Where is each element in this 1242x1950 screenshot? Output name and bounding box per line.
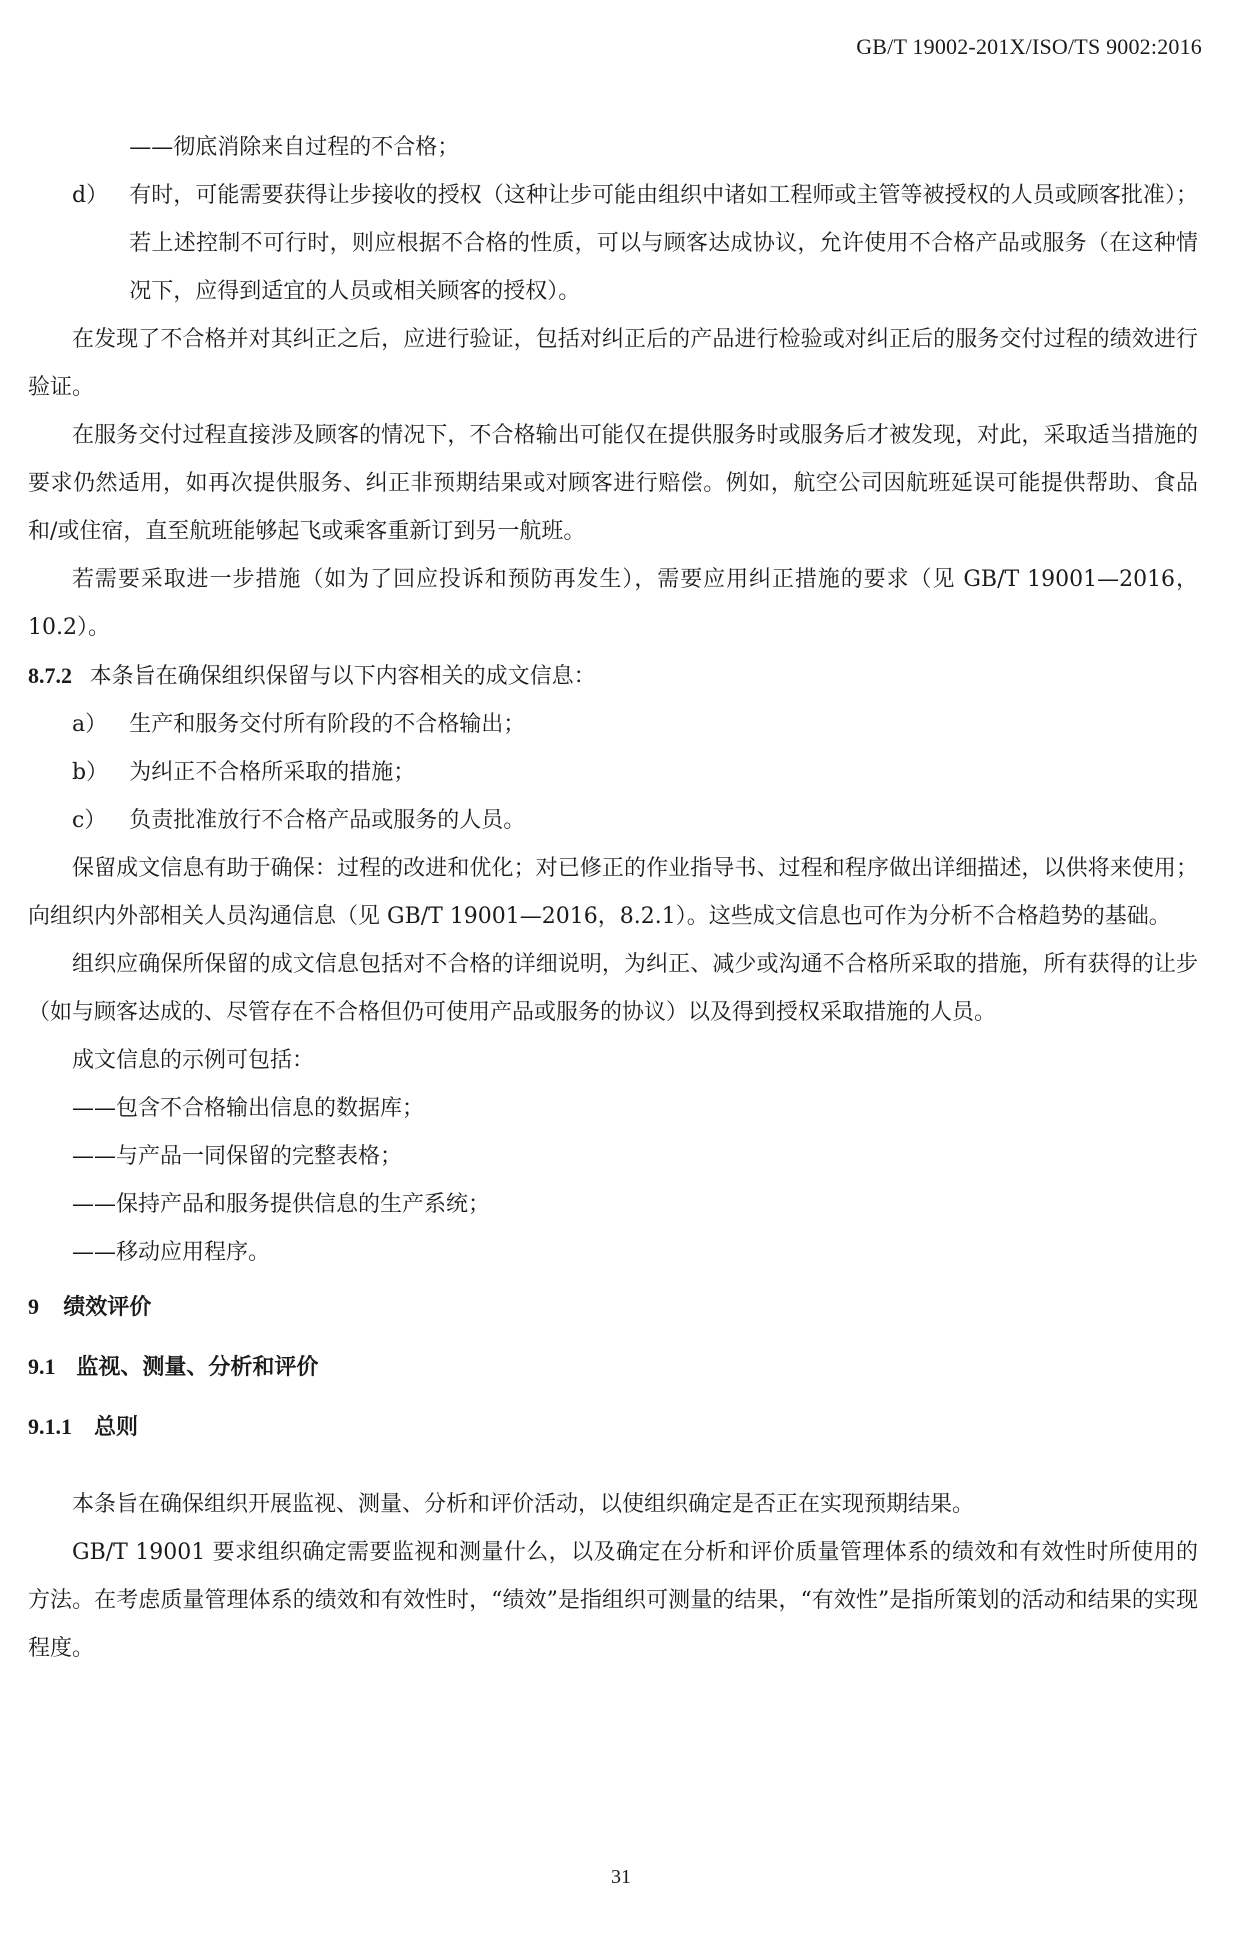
heading-9-1-1-number: 9.1.1: [28, 1414, 72, 1439]
list-item: [28, 749, 1198, 797]
running-header: GB/T 19002-201X/ISO/TS 9002:2016: [856, 34, 1202, 59]
spacer: [28, 1457, 1198, 1481]
example-item: ——包含不合格输出信息的数据库；: [72, 1096, 425, 1121]
heading-9-1-number: 9.1: [28, 1354, 56, 1379]
heading-9-number: 9: [28, 1294, 39, 1319]
paragraph-clause-intent: 本条旨在确保组织开展监视、测量、分析和评价活动，以使组织确定是否正在实现预期结果。: [72, 1492, 975, 1517]
paragraph-verification: 在发现了不合格并对其纠正之后，应进行验证，包括对纠正后的产品进行检验或对纠正后的服务交付过程的绩效进行验证。: [28, 327, 1198, 400]
list-item-label: c）: [72, 808, 107, 833]
list-item-text: 为纠正不合格所采取的措施；: [129, 760, 416, 785]
paragraph-retained-info: 组织应确保所保留的成文信息包括对不合格的详细说明，为纠正、减少或沟通不合格所采取的措施，所有获得的让步（如与顾客达成的、尽管存在不合格但仍可使用产品或服务的协议）以及得到授权采取措施的人员。: [28, 952, 1198, 1025]
clause-8-7-2-text: 本条旨在确保组织保留与以下内容相关的成文信息：: [89, 664, 596, 689]
heading-9-1: [28, 1337, 1198, 1397]
list-item: [28, 797, 1198, 845]
paragraph-corrective-action: 若需要采取进一步措施（如为了回应投诉和预防再发生），需要应用纠正措施的要求（见 GB/T 19001—2016，10.2）。: [28, 567, 1198, 640]
example-item: ——保持产品和服务提供信息的生产系统；: [72, 1192, 491, 1217]
list-item: [28, 701, 1198, 749]
heading-9-1-1: [28, 1397, 1198, 1457]
page-body: [28, 124, 1198, 1673]
heading-9-title: 绩效评价: [63, 1294, 152, 1320]
list-item-text: 生产和服务交付所有阶段的不合格输出；: [129, 712, 526, 737]
list-item-label: b）: [72, 760, 109, 785]
list-item-text: 负责批准放行不合格产品或服务的人员。: [129, 808, 526, 833]
page-number: 31: [611, 1866, 631, 1888]
paragraph-examples-intro: 成文信息的示例可包括：: [72, 1048, 315, 1073]
clause-8-7-2: [28, 652, 1198, 701]
heading-9-1-1-title: 总则: [94, 1414, 139, 1440]
example-item: ——移动应用程序。: [72, 1240, 271, 1265]
list-item-d: [28, 172, 1198, 316]
heading-9-1-title: 监视、测量、分析和评价: [76, 1354, 319, 1380]
list-item-label: a）: [72, 712, 108, 737]
paragraph-service-delivery: 在服务交付过程直接涉及顾客的情况下，不合格输出可能仅在提供服务时或服务后才被发现，对此，采取适当措施的要求仍然适用，如再次提供服务、纠正非预期结果或对顾客进行赔偿。例如，航空公司因航班延误可能提供帮助、食品和/或住宿，直至航班能够起飞或乘客重新订到另一航班。: [28, 423, 1198, 544]
heading-9: [28, 1277, 1198, 1337]
list-item-d-label: d）: [72, 183, 109, 208]
example-item: ——与产品一同保留的完整表格；: [72, 1144, 403, 1169]
dash-item-eliminate: ——彻底消除来自过程的不合格；: [129, 135, 460, 160]
paragraph-performance-effectiveness: GB/T 19001 要求组织确定需要监视和测量什么，以及确定在分析和评价质量管理体系的绩效和有效性时所使用的方法。在考虑质量管理体系的绩效和有效性时，“绩效”是指组织可测量的结果，“有效性”是指所策划的活动和结果的实现程度。: [28, 1540, 1198, 1661]
clause-8-7-2-number: 8.7.2: [28, 663, 72, 688]
paragraph-retention-benefits: 保留成文信息有助于确保：过程的改进和优化；对已修正的作业指导书、过程和程序做出详细描述，以供将来使用；向组织内外部相关人员沟通信息（见 GB/T 19001—2016，8.2.1）。这些成文信息也可作为分析不合格趋势的基础。: [28, 856, 1198, 929]
list-item-d-text: 有时，可能需要获得让步接收的授权（这种让步可能由组织中诸如工程师或主管等被授权的人员或顾客批准）；若上述控制不可行时，则应根据不合格的性质，可以与顾客达成协议，允许使用不合格产品或服务（在这种情况下，应得到适宜的人员或相关顾客的授权）。: [129, 183, 1198, 304]
